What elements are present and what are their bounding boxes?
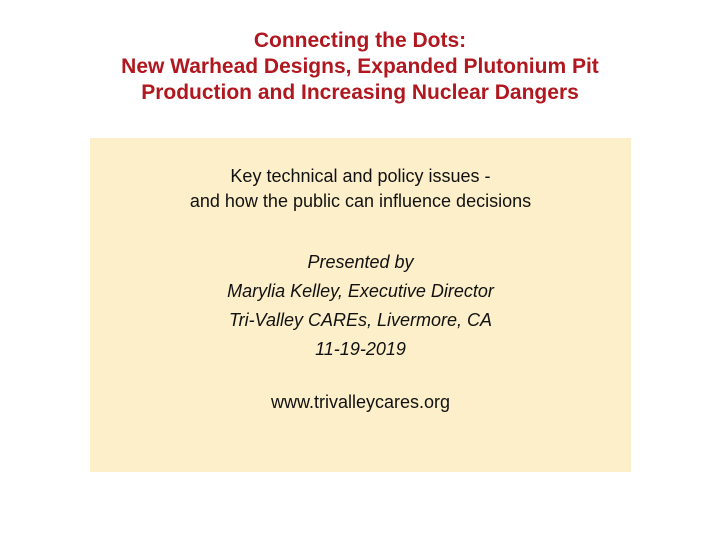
- organization: Tri-Valley CAREs, Livermore, CA: [228, 310, 493, 330]
- title-line-2: New Warhead Designs, Expanded Plutonium Pit: [121, 55, 599, 78]
- subtitle: [90, 164, 631, 214]
- title-line-3: Production and Increasing Nuclear Dangers: [141, 81, 579, 104]
- content-panel: [90, 138, 631, 472]
- subtitle-line-1: Key technical and policy issues -: [230, 166, 491, 186]
- website-text: www.trivalleycares.org: [270, 392, 451, 412]
- title-line-1: Connecting the Dots:: [253, 29, 467, 52]
- subtitle-line-2: and how the public can influence decisions: [189, 191, 532, 211]
- presenter-block: [90, 248, 631, 364]
- slide-title: [60, 28, 660, 106]
- presented-by-label: Presented by: [307, 252, 414, 272]
- presenter-name: Marylia Kelley, Executive Director: [227, 281, 494, 301]
- presentation-date: 11-19-2019: [315, 339, 406, 359]
